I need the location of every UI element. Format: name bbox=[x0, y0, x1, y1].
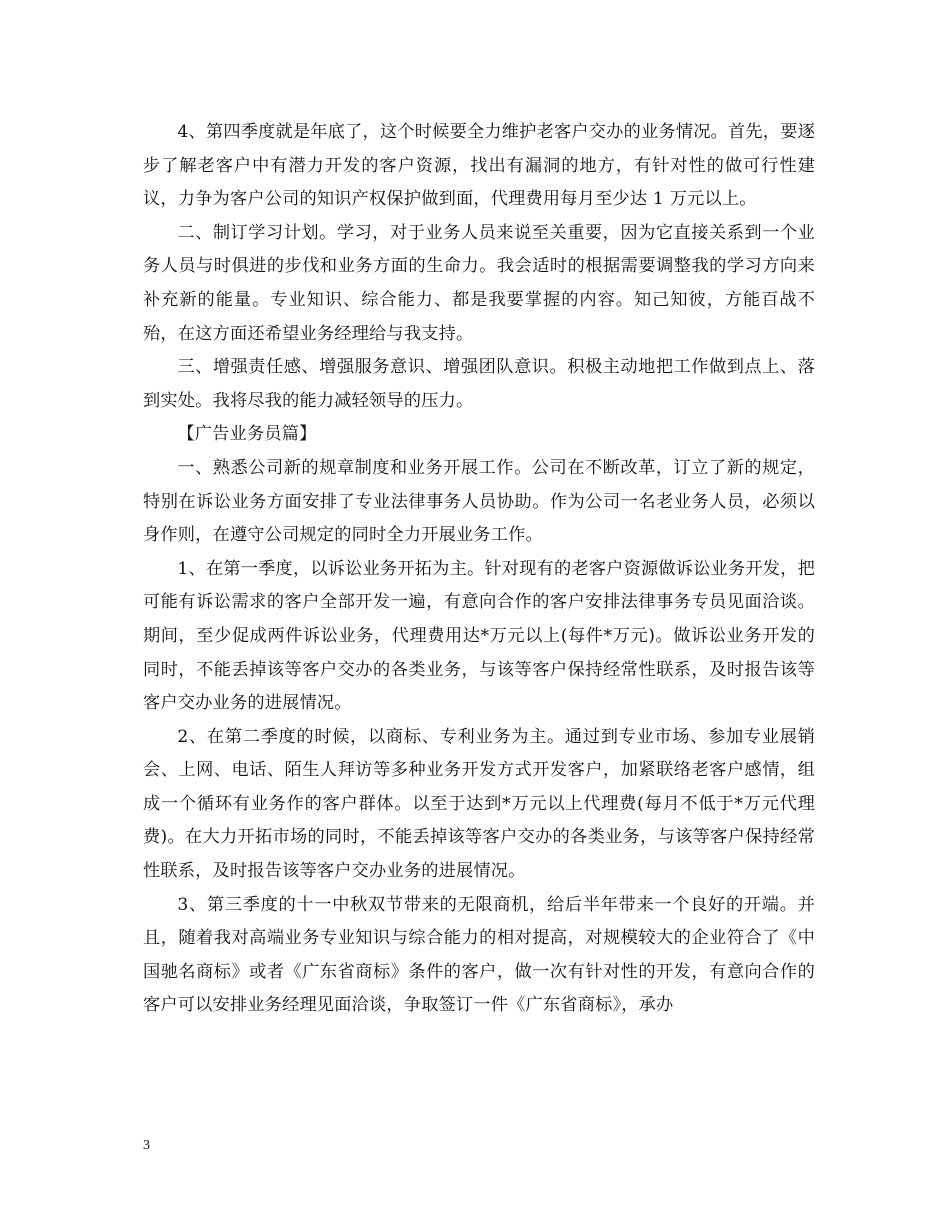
paragraph-q2-trademark: 2、在第二季度的时候，以商标、专利业务为主。通过到专业市场、参加专业展销会、上网、电话、陌生人拜访等多种业务开发方式开发客户，加紧联络老客户感情，组成一个循环有业务作的客户群体。以至于达到*万元以上代理费(每月不低于*万元代理费)。在大力开拓市场的同时，不能丢掉该等客户交办的各类业务，与该等客户保持经常性联系，及时报告该等客户交办业务的进展情况。 bbox=[143, 726, 815, 882]
page-number: 3 bbox=[143, 1138, 150, 1153]
paragraph-q3-holidays: 3、第三季度的十一中秋双节带来的无限商机，给后半年带来一个良好的开端。并且，随着我对高端业务专业知识与综合能力的相对提高，对规模较大的企业符合了《中国驰名商标》或者《广东省商标》条件的客户，做一次有针对性的开发，有意向合作的客户可以安排业务经理见面洽谈，争取签订一件《广东省商标》，承办 bbox=[143, 894, 815, 1016]
paragraph-q4-plan: 4、第四季度就是年底了，这个时候要全力维护老客户交办的业务情况。首先，要逐步了解老客户中有潜力开发的客户资源，找出有漏洞的地方，有针对性的做可行性建议，力争为客户公司的知识产权保护做到面，代理费用每月至少达 1 万元以上。 bbox=[143, 122, 815, 210]
paragraph-q1-litigation: 1、在第一季度，以诉讼业务开拓为主。针对现有的老客户资源做诉讼业务开发，把可能有诉讼需求的客户全部开发一遍，有意向合作的客户安排法律事务专员见面洽谈。期间，至少促成两件诉讼业务，代理费用达*万元以上(每件*万元)。做诉讼业务开发的同时，不能丢掉该等客户交办的各类业务，与该等客户保持经常性联系，及时报告该等客户交办业务的进展情况。 bbox=[143, 558, 815, 714]
section-heading-ad-salesperson: 【广告业务员篇】 bbox=[177, 424, 317, 445]
paragraph-study-plan: 二、制订学习计划。学习，对于业务人员来说至关重要，因为它直接关系到一个业务人员与时俱进的步伐和业务方面的生命力。我会适时的根据需要调整我的学习方向来补充新的能量。专业知识、综合能力、都是我要掌握的内容。知己知彼，方能百战不殆，在这方面还希望业务经理给与我支持。 bbox=[143, 222, 815, 344]
paragraph-company-rules: 一、熟悉公司新的规章制度和业务开展工作。公司在不断改革，订立了新的规定，特别在诉讼业务方面安排了专业法律事务人员协助。作为公司一名老业务人员，必须以身作则，在遵守公司规定的同时全力开展业务工作。 bbox=[143, 457, 815, 546]
document-body bbox=[143, 116, 815, 1023]
paragraph-responsibility: 三、增强责任感、增强服务意识、增强团队意识。积极主动地把工作做到点上、落到实处。我将尽我的能力减轻领导的压力。 bbox=[143, 357, 815, 411]
